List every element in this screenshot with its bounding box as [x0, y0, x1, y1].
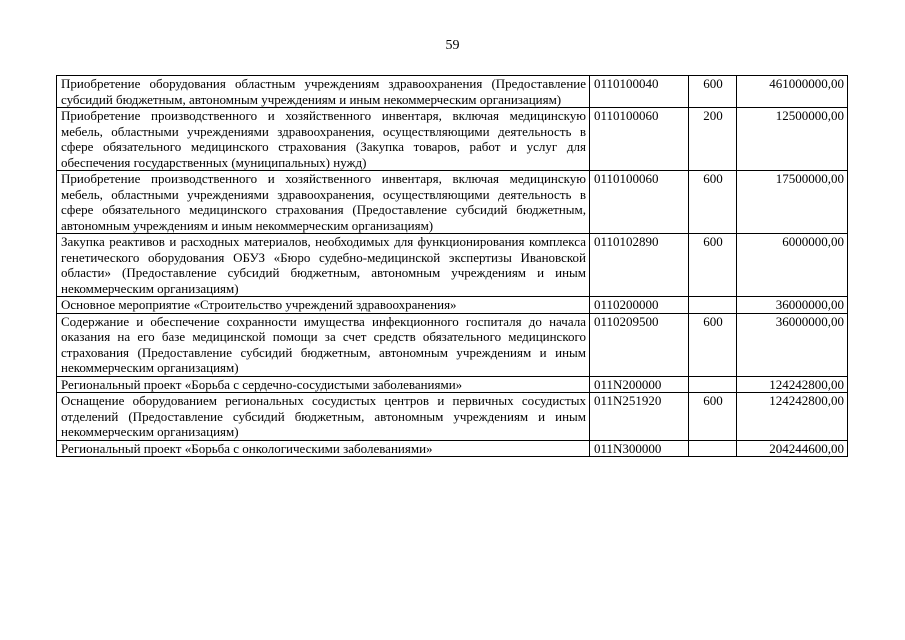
amount-cell: 6000000,00 — [737, 234, 848, 297]
expense-type-cell: 600 — [689, 234, 737, 297]
target-code-cell: 0110200000 — [590, 297, 689, 314]
page-number: 59 — [445, 38, 460, 53]
expense-type-cell — [689, 376, 737, 393]
expense-type-cell: 600 — [689, 393, 737, 441]
expense-type-cell: 200 — [689, 108, 737, 171]
amount-cell: 461000000,00 — [737, 76, 848, 108]
amount-cell: 124242800,00 — [737, 393, 848, 441]
expense-type-cell: 600 — [689, 76, 737, 108]
expense-name-cell: Содержание и обеспечение сохранности имущества инфекционного госпиталя до начала оказания на его базе медицинской помощи за счет средств обязательного медицинского страхования (Предоставление субсидий бюджетным, автономным учреждениям и иным некоммерческим организациям) — [57, 313, 590, 376]
target-code-cell: 0110209500 — [590, 313, 689, 376]
table-row — [57, 393, 848, 441]
expense-type-cell: 600 — [689, 171, 737, 234]
target-code-cell: 0110102890 — [590, 234, 689, 297]
amount-cell: 124242800,00 — [737, 376, 848, 393]
table-row — [57, 171, 848, 234]
expense-name-cell: Приобретение производственного и хозяйственного инвентаря, включая медицинскую мебель, областными учреждениями здравоохранения, осуществляющими деятельность в сфере обязательного медицинского страхования (Предоставление субсидий бюджетным, автономным учреждениям и иным некоммерческим организациям) — [57, 171, 590, 234]
amount-cell: 204244600,00 — [737, 440, 848, 457]
expense-name-cell: Закупка реактивов и расходных материалов, необходимых для функционирования комплекса генетического оборудования ОБУЗ «Бюро судебно-медицинской экспертизы Ивановской области» (Предоставление субсидий бюджетным, автономным учреждениям и иным некоммерческим организациям) — [57, 234, 590, 297]
table-row — [57, 440, 848, 457]
table-row — [57, 234, 848, 297]
expense-type-cell — [689, 440, 737, 457]
target-code-cell: 011N200000 — [590, 376, 689, 393]
expense-name-cell: Приобретение производственного и хозяйственного инвентаря, включая медицинскую мебель, областными учреждениями здравоохранения, осуществляющими деятельность в сфере обязательного медицинского страхования (Закупка товаров, работ и услуг для обеспечения государственных (муниципальных) нужд) — [57, 108, 590, 171]
amount-cell: 12500000,00 — [737, 108, 848, 171]
budget-table — [56, 75, 848, 457]
expense-type-cell — [689, 297, 737, 314]
table-row — [57, 376, 848, 393]
expense-name-cell: Региональный проект «Борьба с онкологическими заболеваниями» — [57, 440, 590, 457]
expense-type-cell: 600 — [689, 313, 737, 376]
target-code-cell: 011N251920 — [590, 393, 689, 441]
table-row — [57, 76, 848, 108]
target-code-cell: 011N300000 — [590, 440, 689, 457]
target-code-cell: 0110100060 — [590, 171, 689, 234]
table-row — [57, 108, 848, 171]
expense-name-cell: Оснащение оборудованием региональных сосудистых центров и первичных сосудистых отделений (Предоставление субсидий бюджетным, автономным учреждениям и иным некоммерческим организациям) — [57, 393, 590, 441]
expense-name-cell: Региональный проект «Борьба с сердечно-сосудистыми заболеваниями» — [57, 376, 590, 393]
expense-name-cell: Приобретение оборудования областным учреждениям здравоохранения (Предоставление субсидий бюджетным, автономным учреждениям и иным некоммерческим организациям) — [57, 76, 590, 108]
amount-cell: 36000000,00 — [737, 313, 848, 376]
expense-name-cell: Основное мероприятие «Строительство учреждений здравоохранения» — [57, 297, 590, 314]
table-row — [57, 313, 848, 376]
table-row — [57, 297, 848, 314]
target-code-cell: 0110100060 — [590, 108, 689, 171]
amount-cell: 17500000,00 — [737, 171, 848, 234]
amount-cell: 36000000,00 — [737, 297, 848, 314]
target-code-cell: 0110100040 — [590, 76, 689, 108]
